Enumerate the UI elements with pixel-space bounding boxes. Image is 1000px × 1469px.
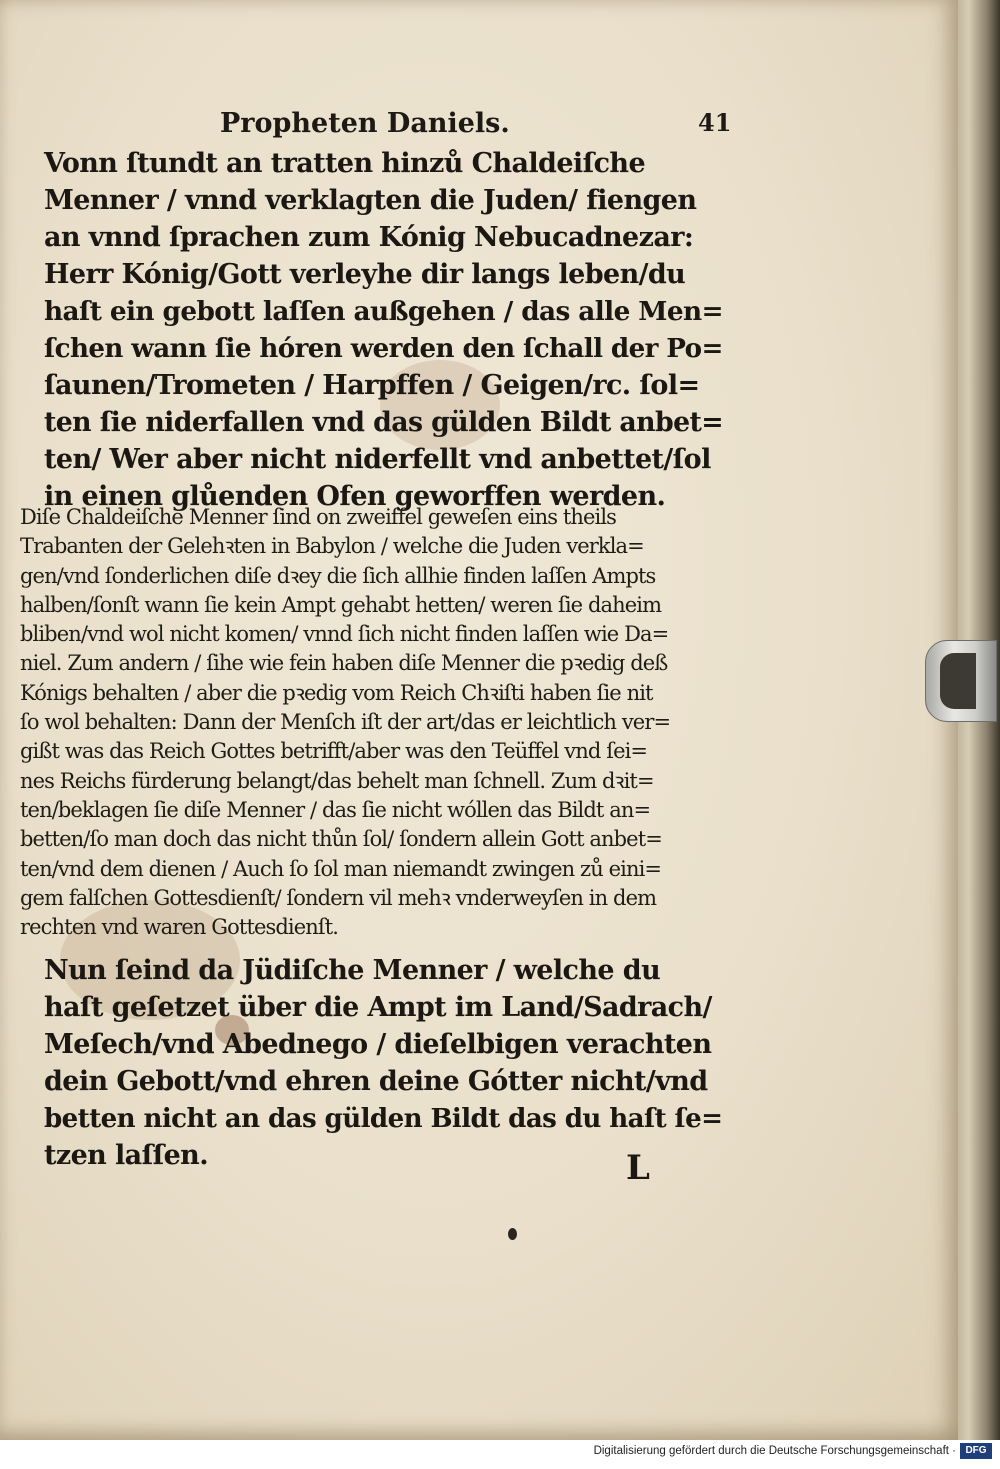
text-line: betten nicht an das gülden Bildt das du haſt ſe= [44, 1103, 723, 1134]
text-line: halben/ſonſt wann ſie kein Ampt gehabt hetten/ weren ſie daheim [20, 592, 662, 617]
text-line: Menner / vnnd verklagten die Juden/ fiengen [44, 185, 697, 216]
text-line: niel. Zum andern / ſihe wie fein haben diſe Menner die pꝛedig deß [20, 651, 668, 676]
book-clamp [925, 640, 997, 722]
text-line: nes Reichs fürderung belangt/das behelt man ſchnell. Zum dꝛit= [20, 768, 654, 793]
text-line: gißt was das Reich Gottes betrifft/aber was den Teüffel vnd ſei= [20, 739, 648, 764]
text-line: Nun ſeind da Jüdiſche Menner / welche du [44, 955, 661, 986]
text-line: haſt geſetzet über die Ampt im Land/Sadrach/ [44, 992, 712, 1023]
text-line: ten ſie niderfallen vnd das gülden Bildt anbet= [44, 407, 724, 438]
page-number: 41 [698, 108, 732, 137]
book-clamp-inner [940, 653, 976, 709]
text-line: rechten vnd waren Gottesdienſt. [20, 915, 339, 940]
text-line: ſchen wann ſie hóren werden den ſchall der Po= [44, 333, 723, 364]
text-line: Diſe Chaldeiſche Menner ſind on zweiffel geweſen eins theils [20, 505, 617, 529]
text-line: Trabanten der Gelehꝛten in Babylon / welche die Juden verkla= [20, 534, 644, 559]
text-line: Herr Kónig/Gott verleyhe dir langs leben/du [44, 259, 686, 290]
text-line: betten/ſo man doch das nicht thůn ſol/ ſondern allein Gott anbet= [20, 827, 662, 852]
text-line: ten/vnd dem dienen / Auch ſo ſol man niemandt zwingen zů eini= [20, 856, 662, 881]
text-line: ſaunen/Trometen / Harpffen / Geigen/rc. ſol= [44, 370, 700, 401]
ink-dot [508, 1228, 517, 1240]
text-line: bliben/vnd wol nicht komen/ vnnd ſich nicht finden laſſen wie Da= [20, 622, 669, 647]
running-head-title: Propheten Daniels. [220, 108, 510, 139]
running-header [220, 108, 730, 148]
dfg-logo: DFG [960, 1443, 992, 1459]
text-line: ſo wol behalten: Dann der Menſch iſt der art/das er leichtlich ver= [20, 710, 671, 735]
text-line: Kónigs behalten / aber die pꝛedig vom Reich Chꝛiſti haben ſie nit [20, 680, 653, 705]
signature-mark: L [626, 1148, 650, 1188]
verse-block-1 [44, 145, 724, 515]
text-line: dein Gebott/vnd ehren deine Gótter nicht/vnd [44, 1066, 708, 1097]
commentary-block [20, 503, 740, 942]
text-line: an vnnd ſprachen zum Kónig Nebucadnezar: [44, 222, 694, 253]
verse-block-2 [44, 952, 724, 1174]
text-line: haſt ein gebott laſſen außgehen / das alle Men= [44, 296, 723, 327]
text-line: gen/vnd ſonderlichen diſe dꝛey die ſich allhie finden laſſen Ampts [20, 563, 656, 588]
text-line: tzen laſſen. [44, 1140, 209, 1171]
footer-credit: Digitalisierung gefördert durch die Deutsche Forschungsgemeinschaft · [593, 1445, 956, 1457]
text-line: ten/beklagen ſie diſe Menner / das ſie nicht wóllen das Bildt an= [20, 797, 651, 822]
text-line: Vonn ſtundt an tratten hinzů Chaldeiſche [44, 148, 646, 179]
text-line: Meſech/vnd Abednego / dieſelbigen verachten [44, 1029, 712, 1060]
text-line: gem falſchen Gottesdienſt/ ſondern vil mehꝛ vnderweyſen in dem [20, 885, 657, 910]
text-line: in einen glůenden Ofen geworffen werden. [44, 481, 666, 512]
text-line: ten/ Wer aber nicht niderfellt vnd anbettet/ſol [44, 444, 711, 475]
